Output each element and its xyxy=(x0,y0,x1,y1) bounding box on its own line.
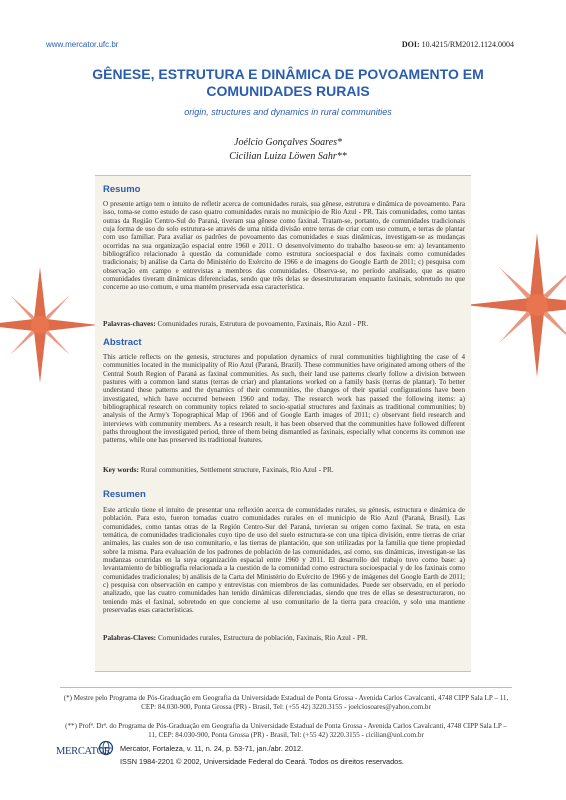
keywords-value: Comunidades rurales, Estructura de población, Faxinais, Rio Azul - PR. xyxy=(157,633,368,642)
keywords-label: Palavras-chaves: xyxy=(103,319,156,328)
doi-label: DOI: xyxy=(401,40,420,49)
abstract-text: This article reflects on the genesis, structures and population dynamics of rural communities highlighting the case of 4 communities located in the municipality of Rio Azul (Paraná, Brazil). These communities have originated among others of the Central South Region of Paraná as faxinal communities. As such, their land use patterns clearly follow a division between pastures with a common land status (terras de criar) and plantations worked on a family basis (terras de plantar). To better understand these patterns and the dynamics of their communities, the changes of their spatial configurations have been investigated, which have occurred between 1960 and today. The research work has passed the following items: a) bibliographical research on community topics related to socio-spatial structures and faxinais as traditional communities; b) analysis of the Army's Topographical Map of 1966 and of Google Earth images of 2011; c) observant field research and interviews with community members. As a research result, it has been observed that the communities have followed different paths throughout the investigated period, three of them being dismantled as faxinais, especially what concerns its common use patterns, while one has preserved its traditional features. xyxy=(103,353,465,445)
author-2: Cicilian Luiza Löwen Sahr** xyxy=(229,151,347,162)
doi-value: 10.4215/RM2012.1124.0004 xyxy=(421,40,514,49)
abstract-heading: Abstract xyxy=(103,337,142,348)
resumo-heading: Resumo xyxy=(103,184,141,195)
resumen-keywords xyxy=(103,633,465,642)
resumo-text: O presente artigo tem o intuito de refletir acerca de comunidades rurais, sua gênese, estrutura e dinâmica de povoamento. Para isso, toma-se como estudo de caso quatro comunidades rurais no município de Rio Azul - PR. Tais comunidades, como tantas outras da Região Centro-Sul do Paraná, tiveram sua gênese como faxinal. Tratam-se, portanto, de comunidades tradicionais cuja forma de uso do solo estrutura-se através de uma nítida divisão entre terras de criar com uso comum, e terras de plantar com uso familiar. Para avaliar os padrões de povoamento das comunidades e suas dinâmicas, investigam-se as mudanças ocorridas na sua organização espacial entre 1960 e 2011. O desenvolvimento do trabalho baseou-se em: a) levantamento bibliográfico relacionado à questão da comunidade como estrutura socioespacial e dos faxinais como comunidades tradicionais; b) análise da Carta do Ministério do Exército de 1966 e de imagens do Google Earth de 2011; c) pesquisa com observação em campo e entrevistas a membros das comunidades. Observa-se, no período analisado, que as quatro comunidades tiveram dinâmicas diferenciadas, sendo que três delas se desestruturaram enquanto faxinais, sobretudo no que concerne ao uso comum, e uma mantém preservada essa característica. xyxy=(103,200,465,292)
keywords-value: Comunidades rurais, Estrutura de povoamento, Faxinais, Rio Azul - PR. xyxy=(157,319,369,328)
citation-line: Mercator, Fortaleza, v. 11, n. 24, p. 53-71, jan./abr. 2012. xyxy=(120,744,304,753)
resumo-keywords xyxy=(103,319,465,328)
mercator-logo xyxy=(56,742,114,768)
compass-star-left-icon xyxy=(0,265,100,385)
article-subtitle: origin, structures and dynamics in rural communities xyxy=(184,107,392,117)
footnote-author-1: (*) Mestre pelo Programa de Pós-Graduação em Geografia da Universidade Estadual de Ponta Grossa - Avenida Carlos Cavalcanti, 4748 CIPP Sala LP – 11, CEP: 84.030-900, Ponta Grossa (PR) - Brasil, Tel: (+55 42) 3220.3155 - joelciosoares@yahoo.com.br xyxy=(63,694,509,711)
doi xyxy=(402,40,514,49)
author-1: Joélcio Gonçalves Soares* xyxy=(234,137,342,148)
keywords-value: Rural communities, Settlement structure, Faxinais, Rio Azul - PR. xyxy=(140,465,334,474)
issn-copyright-line: ISSN 1984-2201 © 2002, Universidade Federal do Ceará. Todos os direitos reservados. xyxy=(120,757,404,766)
keywords-label: Palabras-Claves: xyxy=(103,633,157,642)
footnote-author-2: (**) Profª. Drª. do Programa de Pós-Graduação em Geografia da Universidade Estadual de Ponta Grossa - Avenida Carlos Cavalcanti, 4748 CIPP Sala LP – 11, CEP: 84.030-900, Ponta Grossa (PR) - Brasil, Tel: (+55 42) 3220.3155 - cicilian@uol.com.br xyxy=(65,722,507,739)
keywords-label: Key words: xyxy=(103,465,139,474)
logo-text: MERCATOR xyxy=(56,746,111,757)
resumen-heading: Resumen xyxy=(103,489,146,500)
globe-icon xyxy=(98,740,114,756)
footnote-rule xyxy=(60,687,512,688)
article-title: GÊNESE, ESTRUTURA E DINÂMICA DE POVOAMENTO EM COMUNIDADES RURAIS xyxy=(92,66,484,99)
abstract-keywords xyxy=(103,465,465,474)
journal-url[interactable]: www.mercator.ufc.br xyxy=(46,40,119,49)
compass-star-right-icon xyxy=(462,230,566,380)
resumen-text: Este artículo tiene el intuito de presentar una reflexión acerca de comunidades rurales, su génesis, estructura e dinámica de población. Para esto, fueron tomadas cuatro comunidades rurales en el municipio de Rio Azul (Paraná, Brasil). Las comunidades, como tantas otras de la Región Centro-Sur del Paraná, tuvieran su origen como faxinal. Se trata, en esta temática, de comunidades tradicionales cuyo tipo de uso del suelo estructura-se con una típica división, entre tierras de criar animales, las cuales son de uso comunitario, e las tierras de plantación, que son utilizadas por la familia que tiene propiedad sobre la misma. Para evaluación de los padrones de población de las comunidades, así como, sus dinámicas, investigan-se las mudanzas ocurridas en la suya organización espacial entre 1960 y 2011. El desarrollo del trabajo tuvo como base: a) levantamiento de bibliografía relacionada a la cuestión de la comunidad como estructura socioespacial y de los faxinais como comunidades tradicionales; b) análisis de la Carta del Ministério do Exército de 1966 y de imágenes del Google Earth de 2011; c) pesquisa con observación en campo y entrevistas con miembros de las comunidades. Puede ser observado, en el período analizado, que las cuatro comunidades han tenido dinámicas diferenciadas, siendo que tres de ellas se desestructuraron, no teniendo más el faxinal, sobretodo en que concierne al uso comunitario de la tierra para creación, y solo una mantiene preservadas esas características. xyxy=(103,506,465,615)
